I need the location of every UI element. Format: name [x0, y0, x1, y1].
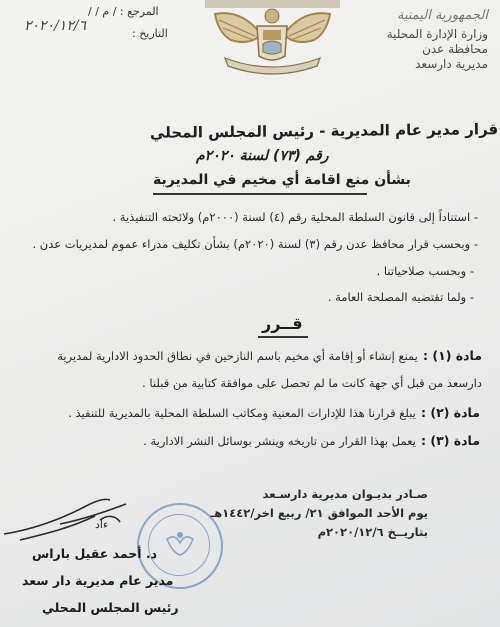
date-handwritten: ٢٠٢٠/١٢/٦ — [24, 18, 87, 34]
article-3-label: مادة (٣) : — [420, 433, 480, 448]
preamble-item: - ولما تقتضيه المصلحة العامة . — [327, 290, 474, 304]
reference-label: المرجع : / م / / — [88, 5, 159, 18]
header-right-block — [387, 8, 488, 72]
article-1-label: مادة (١) : — [422, 348, 482, 363]
decided-heading: قــرر — [262, 314, 303, 333]
article-1-continuation: دارسعد من قبل أي جهة كانت ما لم تحصل على موافقة كتابية من قبلنا . — [142, 376, 482, 390]
date-label: التاريخ : — [132, 27, 168, 40]
signatory-position: مدير عام مديرية دار سعد — [22, 573, 174, 588]
issued-office: صـادر بديـوان مديرية دارسـعد — [262, 487, 428, 501]
preamble-item: - استناداً إلى قانون السلطة المحلية رقم (٤) لسنة (٢٠٠٠م) ولائحته التنفيذية . — [112, 210, 478, 224]
article-1-text: يمنع إنشاء أو إقامة أي مخيم باسم النازحين في نطاق الحدود الادارية لمديرية — [57, 349, 418, 363]
article-2-text: يبلغ قرارنا هذا للإدارات المعنية ومكاتب السلطة المحلية بالمديرية للتنفيذ . — [68, 406, 416, 420]
decision-subject: بشأن منع اقامة أي مخيم في المديرية — [153, 172, 411, 188]
article-1 — [57, 345, 482, 364]
issued-block — [210, 487, 428, 539]
eagle-emblem-icon — [205, 0, 340, 82]
preamble-item: - وبحسب صلاحياتنا . — [376, 264, 474, 278]
decision-title: قرار مدير عام المديرية - رئيس المجلس المحلي — [149, 120, 499, 142]
header-governorate-line: محافظة عدن — [422, 42, 488, 56]
decision-number: رقم (٧٣) لسنة ٢٠٢٠م — [196, 148, 329, 164]
yemen-emblem — [205, 0, 340, 82]
signatory-name: د. أحمد عقيل باراس — [32, 546, 158, 561]
header-ministry-line: وزارة الإدارة المحلية — [386, 27, 488, 41]
handwritten-signature — [0, 490, 135, 550]
subject-underline — [153, 193, 367, 195]
issued-gregorian-date: بتاريــخ ٢٠٢٠/١٢/٦م — [317, 525, 428, 539]
article-3 — [143, 430, 480, 449]
article-2-label: مادة (٢) : — [420, 405, 480, 420]
decided-underline — [258, 336, 308, 338]
article-2 — [68, 402, 480, 421]
preamble-item: - وبحسب قرار محافظ عدن رقم (٣) لسنة (٢٠٢٠م) بشأن تكليف مدراء عموم لمديريات عدن . — [32, 237, 478, 251]
header-district-line: مديرية دارسعد — [415, 57, 488, 71]
article-3-text: يعمل بهذا القرار من تاريخه وينشر بوسائل النشر الادارية . — [143, 434, 416, 448]
issued-hijri-date: يوم الأحد الموافق ٢١/ ربيع اخر/١٤٤٢هـ — [210, 506, 428, 520]
svg-text:ءاد: ءاد — [95, 518, 109, 531]
signatory-council-position: رئيس المجلس المحلي — [42, 600, 179, 615]
header-country-line: الجمهورية اليمنية — [396, 8, 488, 23]
